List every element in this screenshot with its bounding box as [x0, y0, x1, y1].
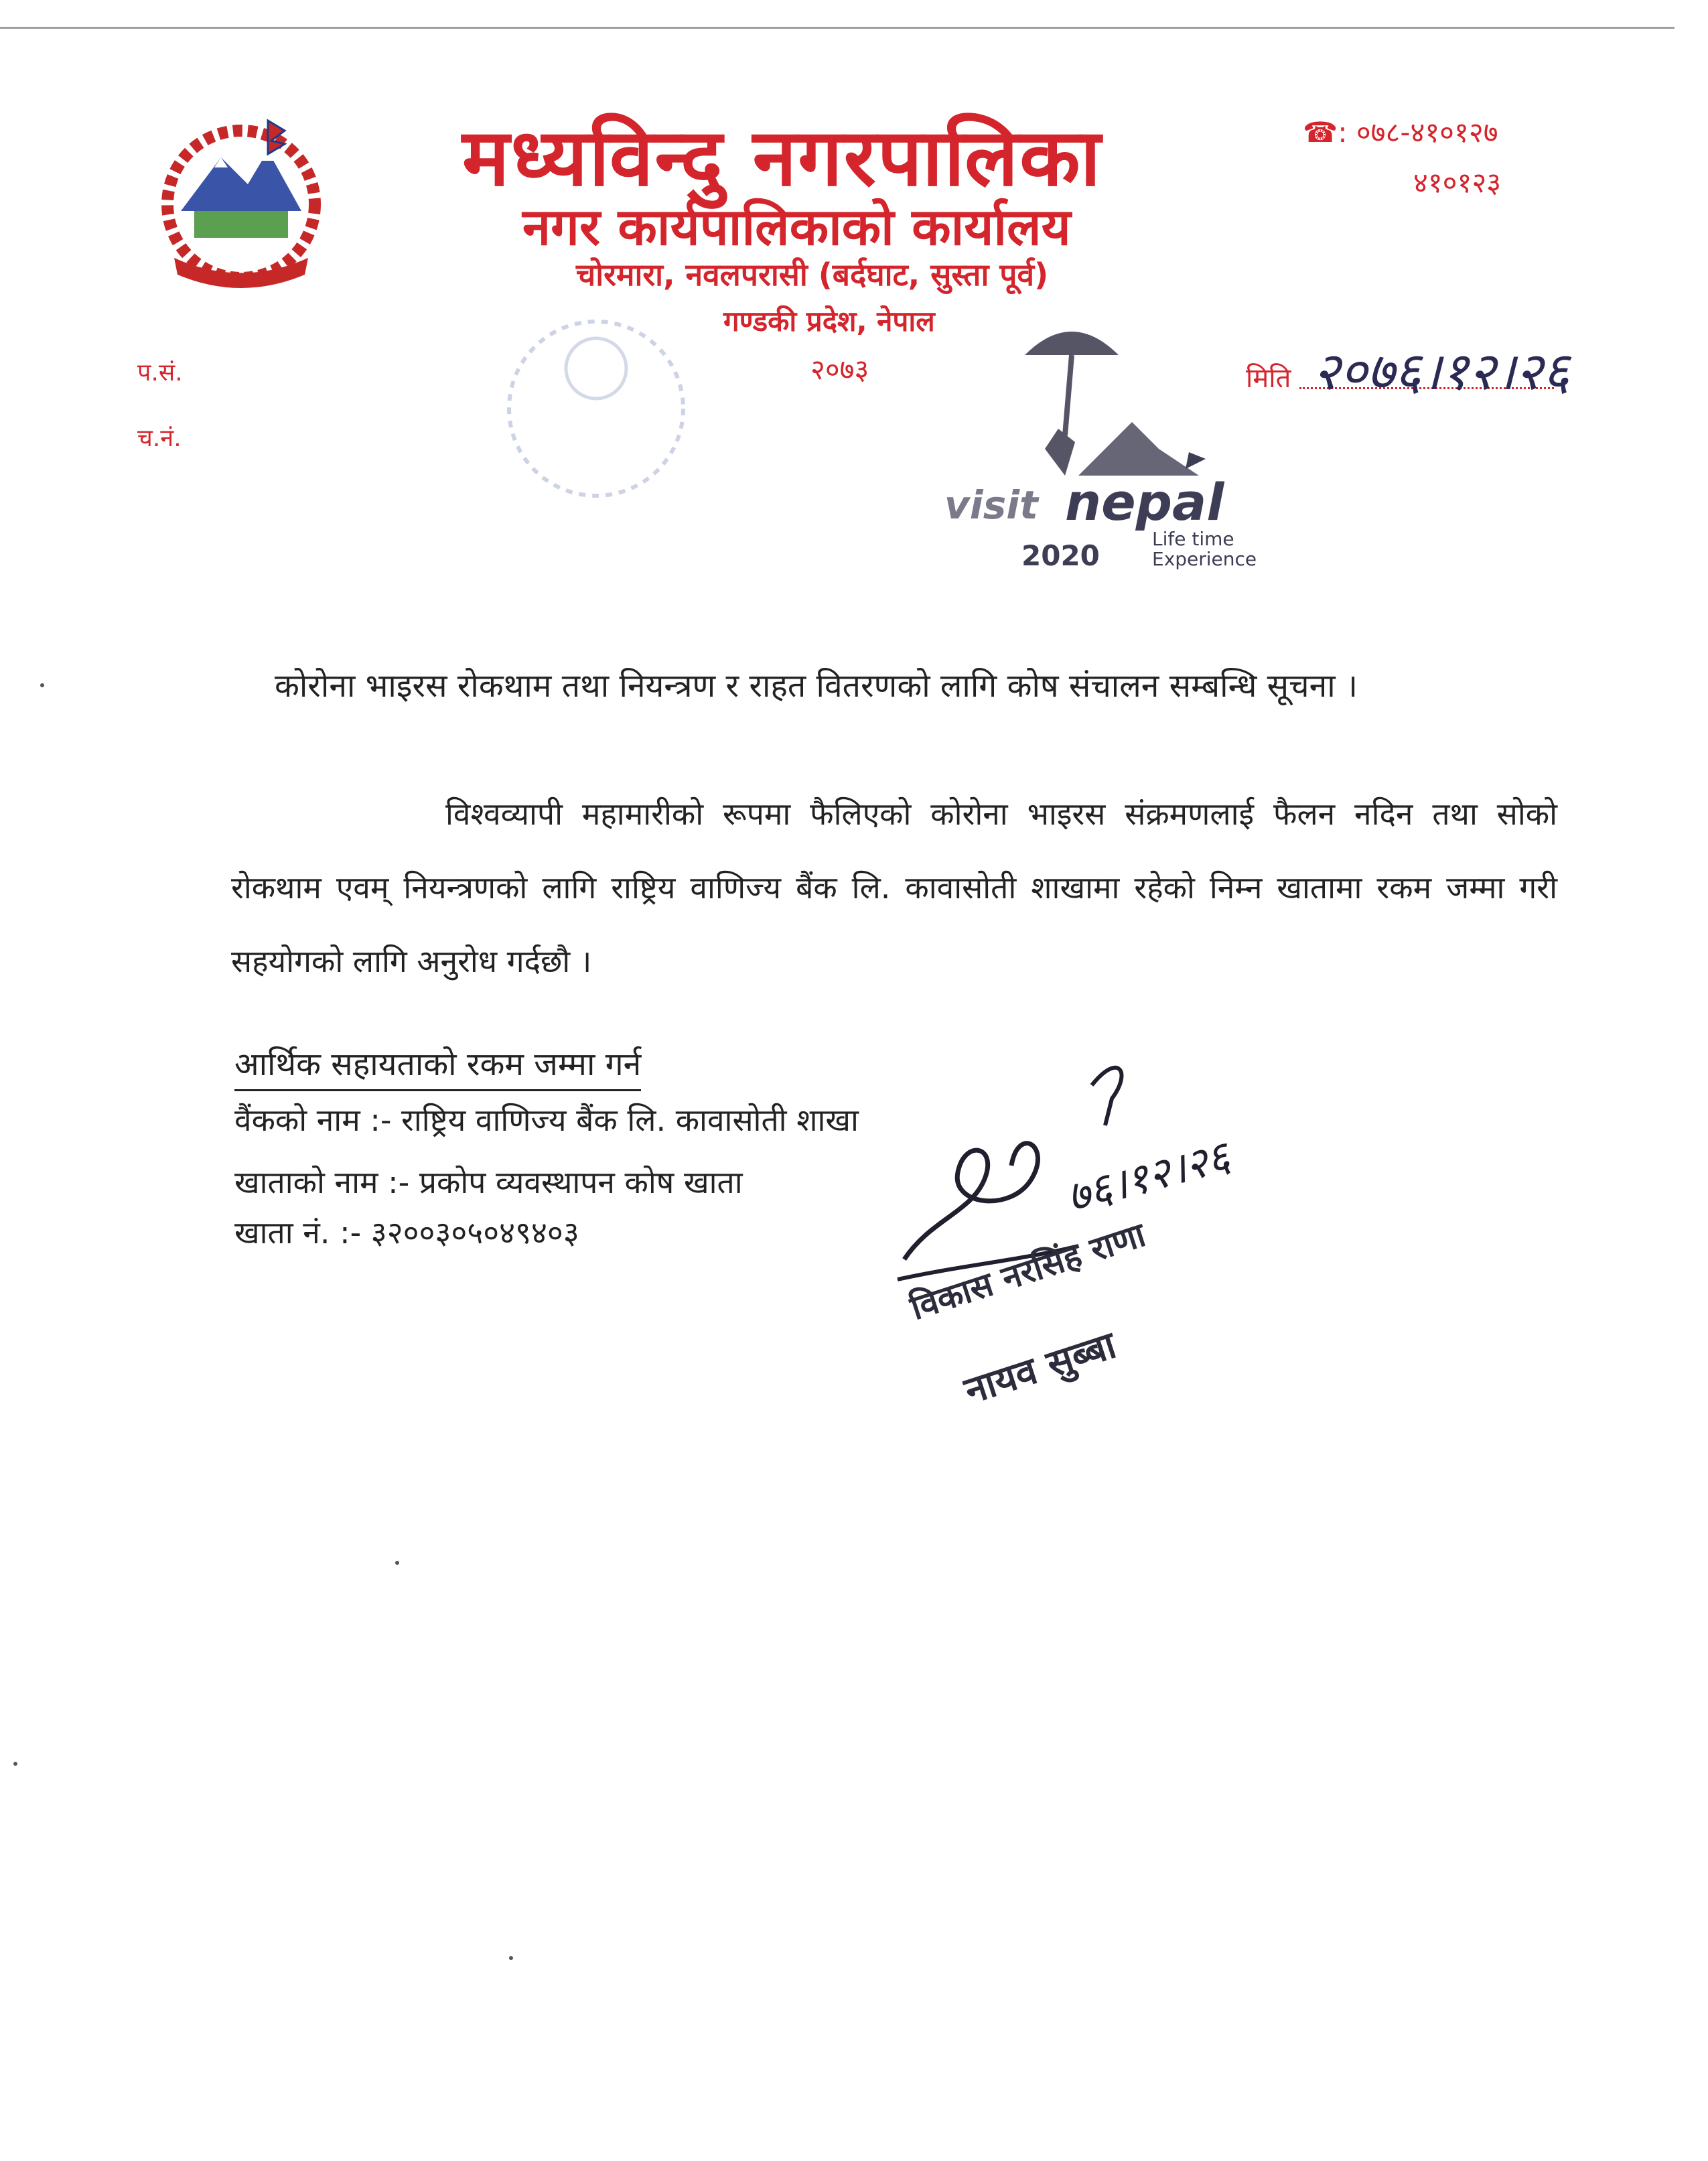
- scan-speck: [395, 1561, 399, 1565]
- visit-text: visit: [944, 482, 1038, 528]
- top-edge-line: [0, 27, 1675, 29]
- nepal-text: nepal: [1065, 472, 1224, 532]
- phone-number: ☎: ०७८-४१०१२७: [1303, 116, 1498, 149]
- account-number-line: खाता नं. :- ३२००३०५०४९४०३: [234, 1214, 579, 1251]
- ps-label: प.सं.: [137, 359, 183, 387]
- bank-name-line: वैंकको नाम :- राष्ट्रिय वाणिज्य बैंक लि. कावासोती शाखा: [234, 1102, 859, 1138]
- tagline-line-1: Life time: [1152, 528, 1234, 550]
- established-year: २०७३: [810, 353, 869, 386]
- account-name-line: खाताको नाम :- प्रकोप व्यवस्थापन कोष खाता: [234, 1164, 743, 1200]
- notice-subject: कोरोना भाइरस रोकथाम तथा नियन्त्रण र राहत वितरणको लागि कोष संचालन सम्बन्धि सूचना ।: [275, 667, 1358, 705]
- nepal-emblem-logo: [134, 104, 348, 305]
- signature-date: ७६।१२।२६: [1061, 1131, 1235, 1223]
- address-line-1: चोरमारा, नवलपरासी (बर्दघाट, सुस्ता पूर्व): [576, 257, 1049, 293]
- signatory-title: नायव सुब्बा: [959, 1323, 1121, 1413]
- scan-speck: [40, 683, 44, 687]
- handwritten-date: २०७६।१२।२६: [1313, 342, 1570, 402]
- visit-year: 2020: [1021, 539, 1100, 572]
- faint-stamp-mark: [496, 295, 697, 522]
- notice-paragraph: विश्वव्यापी महामारीको रूपमा फैलिएको कोरोना भाइरस संक्रमणलाई फैलन नदिन तथा सोको रोकथाम एवम् नियन्त्रणको लागि राष्ट्रिय वाणिज्य बैंक लि. कावासोती शाखामा रहेको निम्न खातामा रकम जम्मा गरी सहयोगको लागि अनुरोध गर्दछौ ।: [231, 796, 1557, 979]
- signatory-name: विकास नरसिंह राणा: [906, 1214, 1150, 1328]
- municipality-title: मध्यविन्दु नगरपालिका: [462, 111, 1102, 204]
- address-line-2: गण्डकी प्रदेश, नेपाल: [723, 305, 935, 338]
- tagline-line-2: Experience: [1152, 548, 1257, 570]
- scan-speck: [509, 1956, 513, 1960]
- section-heading: आर्थिक सहायताको रकम जम्मा गर्न: [234, 1042, 641, 1091]
- cn-label: च.नं.: [137, 425, 182, 452]
- phone-number-alt: ४१०१२३: [1413, 166, 1502, 199]
- office-title: नगर कार्यपालिकाको कार्यालय: [522, 197, 1071, 257]
- scan-speck: [13, 1762, 17, 1766]
- date-label: मिति: [1246, 363, 1291, 394]
- logo-tagline: [1152, 529, 1257, 569]
